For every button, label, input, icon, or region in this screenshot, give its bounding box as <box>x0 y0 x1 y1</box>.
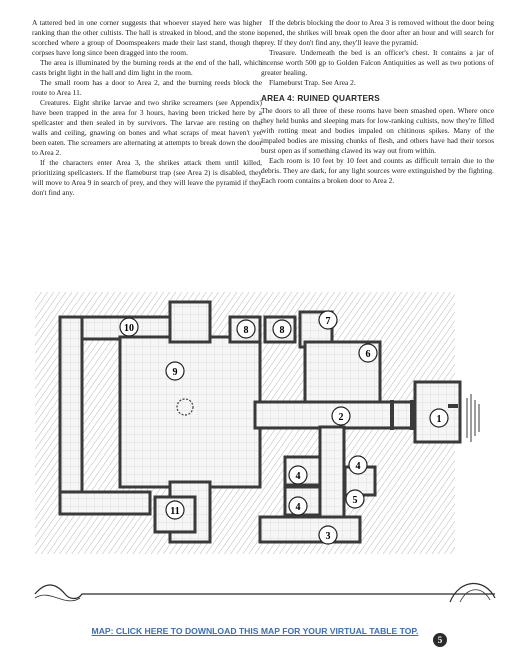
map-label <box>319 526 337 544</box>
map-label <box>273 320 291 338</box>
paragraph: Creatures. Eight shrike larvae and two shrike screamers (see Appendix) have been trapped in the area for 3 hours, having been tricked here by a spellcaster and then sealed in by survivors. The larvae are resting on the walls and ceiling, gnawing on bones and what scraps of meat haven't yet been eaten. The screamers are alternating at attempts to break down the door to Area 2. <box>32 98 262 157</box>
paragraph: Each room is 10 feet by 10 feet and counts as difficult terrain due to the debris. They are dark, for any light sources were extinguished by the fighting. Each room contains a broken door to Area 2. <box>261 156 494 185</box>
dungeon-map <box>30 282 500 567</box>
map-label <box>359 344 377 362</box>
decorative-wave <box>30 568 500 608</box>
map-label <box>349 456 367 474</box>
map-label <box>319 311 337 329</box>
paragraph: The area is illuminated by the burning reeds at the end of the hall, which casts bright light in the hall and dim light in the room. <box>32 58 262 77</box>
map-label-text: 10 <box>124 323 134 334</box>
map-label-text: 4 <box>355 461 361 472</box>
map-label <box>289 497 307 515</box>
page-number: 5 <box>433 633 447 647</box>
map-label <box>237 320 255 338</box>
map-label <box>332 407 350 425</box>
map-label <box>430 409 448 427</box>
paragraph: Flameburst Trap. See Area 2. <box>269 78 356 87</box>
paragraph: A tattered bed in one corner suggests that whoever stayed here was higher ranking than the other cultists. The hall is streaked in blood, and the stone is scorched where a group of Doomspeakers made their last stand, though the corpses have long since been dragged into the room. <box>32 18 262 57</box>
map-label-text: 4 <box>295 471 301 482</box>
map-label <box>120 318 138 336</box>
map-label <box>289 466 307 484</box>
map-label-text: 3 <box>325 531 331 542</box>
map-label-text: 11 <box>170 506 180 517</box>
map-label-text: 4 <box>295 502 301 513</box>
paragraph: The small room has a door to Area 2, and the burning reeds block the route to Area 11. <box>32 78 262 97</box>
map-label <box>346 490 364 508</box>
map-label <box>166 362 184 380</box>
paragraph: If the characters enter Area 3, the shrikes attack them until killed, prioritizing spellcasters. If the flameburst trap (see Area 2) is disabled, they will move to Area 9 in search of prey, and they will leave the pyramid if they don't find any. <box>32 158 262 197</box>
map-label <box>166 501 184 519</box>
entrance-marks <box>467 394 479 442</box>
right-column <box>261 18 494 186</box>
map-label-text: 6 <box>365 349 371 360</box>
left-column <box>32 18 262 198</box>
paragraph: If the debris blocking the door to Area 3 is removed without the door being opened, the shrikes will break open the door after an hour and will search for prey. If they don't find any, they'll leave the pyramid. <box>261 18 494 47</box>
map-download-link[interactable]: MAP: CLICK HERE TO DOWNLOAD THIS MAP FOR YOUR VIRTUAL TABLE TOP. <box>91 626 419 636</box>
map-label-text: 2 <box>338 412 344 423</box>
paragraph: Treasure. Underneath the bed is an officer's chest. It contains a jar of incense worth 500 gp to Golden Falcon Antiquities as well as two potions of greater healing. <box>261 48 494 77</box>
paragraph: The doors to all three of these rooms have been smashed open. Where once they held bunks and sleeping mats for low-ranking cultists, now they're filled with rotting meat and bodies impaled on chitinous spikes. Many of the impaled bodies are missing chunks of flesh, and others have had their torsos burst open as if something clawed its way out from within. <box>261 106 494 155</box>
map-label-text: 8 <box>279 325 285 336</box>
map-label-text: 8 <box>243 325 249 336</box>
map-label-text: 5 <box>352 495 358 506</box>
section-heading: AREA 4: RUINED QUARTERS <box>261 94 380 103</box>
map-label-text: 1 <box>436 414 442 425</box>
map-label-text: 9 <box>172 367 178 378</box>
map-label-text: 7 <box>325 316 331 327</box>
